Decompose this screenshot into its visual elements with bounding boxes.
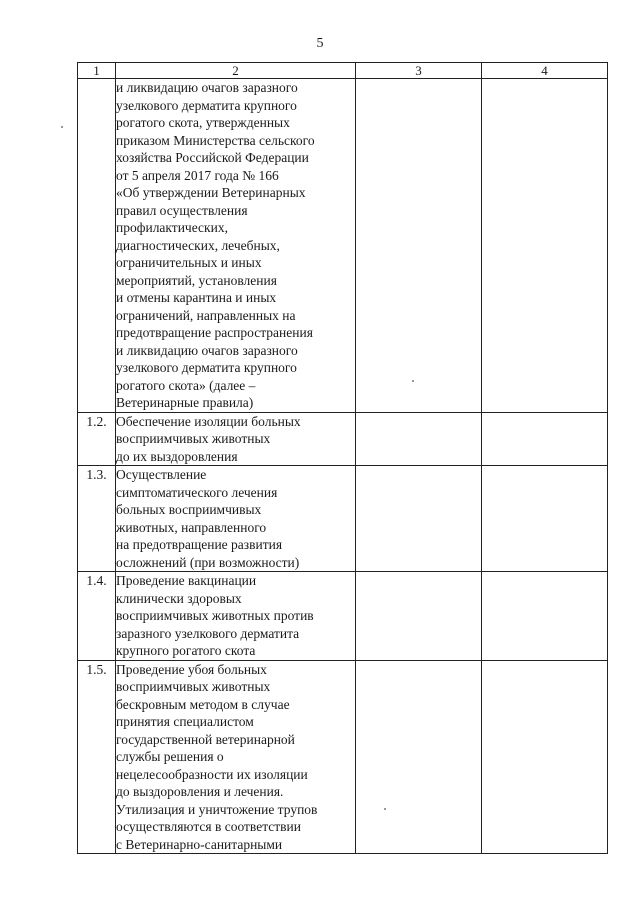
header-col-4: 4 bbox=[482, 63, 608, 79]
description-line: профилактических, bbox=[116, 220, 228, 235]
description-line: осуществляются в соответствии bbox=[116, 819, 301, 834]
description-line: Утилизация и уничтожение трупов bbox=[116, 801, 318, 817]
description-line: восприимчивых животных против bbox=[116, 608, 314, 623]
measure-description bbox=[116, 79, 356, 413]
description-line: и ликвидацию очагов заразного bbox=[116, 80, 298, 95]
scan-speck bbox=[61, 126, 63, 128]
description-line: симптоматического лечения bbox=[116, 484, 278, 500]
col4-cell bbox=[482, 412, 608, 466]
header-col-3: 3 bbox=[356, 63, 482, 79]
table-row bbox=[78, 79, 608, 413]
page-number: 5 bbox=[316, 36, 324, 51]
table-row bbox=[78, 412, 608, 466]
col3-cell bbox=[356, 660, 482, 854]
description-line: государственной ветеринарной bbox=[116, 731, 295, 747]
table-row bbox=[78, 660, 608, 854]
description-line: правил осуществления bbox=[116, 202, 248, 218]
description-line: от 5 апреля 2017 года № 166 bbox=[116, 167, 279, 183]
header-col-2: 2 bbox=[116, 63, 356, 79]
header-col-1: 1 bbox=[78, 63, 116, 79]
table-header-row bbox=[78, 63, 608, 79]
table-row bbox=[78, 466, 608, 572]
description-line: до их выздоровления bbox=[116, 448, 238, 464]
description-line: животных, направленного bbox=[116, 519, 267, 535]
description-line: и отмены карантина и иных bbox=[116, 290, 277, 305]
description-line: Ветеринарные правила) bbox=[116, 395, 254, 410]
description-line: диагностических, лечебных, bbox=[116, 237, 280, 253]
description-line: ограничений, направленных на bbox=[116, 307, 296, 323]
col3-cell bbox=[356, 79, 482, 413]
description-line: восприимчивых животных bbox=[116, 679, 271, 694]
description-line: заразного узелкового дерматита bbox=[116, 625, 300, 641]
scan-speck bbox=[412, 380, 414, 382]
description-line: до выздоровления и лечения. bbox=[116, 784, 284, 799]
description-line: хозяйства Российской Федерации bbox=[116, 150, 309, 165]
description-line: узелкового дерматита крупного bbox=[116, 97, 297, 113]
col3-cell bbox=[356, 466, 482, 572]
description-line: предотвращение распространения bbox=[116, 325, 313, 340]
col4-cell bbox=[482, 572, 608, 661]
row-number bbox=[78, 79, 116, 413]
col3-cell bbox=[356, 412, 482, 466]
description-line: ограничительных и иных bbox=[116, 255, 262, 270]
row-number: 1.4. bbox=[78, 572, 116, 661]
description-line: приказом Министерства сельского bbox=[116, 132, 315, 148]
description-line: службы решения о bbox=[116, 749, 224, 764]
description-line: Проведение вакцинации bbox=[116, 573, 257, 588]
measures-table bbox=[77, 62, 608, 854]
description-line: Обеспечение изоляции больных bbox=[116, 413, 301, 429]
description-line: Проведение убоя больных bbox=[116, 661, 267, 677]
measure-description bbox=[116, 572, 356, 661]
description-line: принятия специалистом bbox=[116, 714, 254, 729]
description-line: на предотвращение развития bbox=[116, 537, 283, 552]
row-number: 1.3. bbox=[78, 466, 116, 572]
row-number: 1.2. bbox=[78, 412, 116, 466]
description-line: с Ветеринарно-санитарными bbox=[116, 836, 283, 852]
description-line: нецелесообразности их изоляции bbox=[116, 766, 308, 782]
description-line: осложнений (при возможности) bbox=[116, 554, 300, 570]
description-line: больных восприимчивых bbox=[116, 502, 262, 517]
description-line: бескровным методом в случае bbox=[116, 696, 290, 712]
table-row bbox=[78, 572, 608, 661]
col4-cell bbox=[482, 466, 608, 572]
measure-description bbox=[116, 466, 356, 572]
measure-description bbox=[116, 660, 356, 854]
row-number: 1.5. bbox=[78, 660, 116, 854]
description-line: рогатого скота» (далее – bbox=[116, 377, 256, 393]
col4-cell bbox=[482, 79, 608, 413]
col3-cell bbox=[356, 572, 482, 661]
description-line: и ликвидацию очагов заразного bbox=[116, 342, 298, 358]
scan-speck bbox=[384, 808, 386, 810]
description-line: мероприятий, установления bbox=[116, 272, 277, 288]
measure-description bbox=[116, 412, 356, 466]
description-line: восприимчивых животных bbox=[116, 431, 271, 446]
table-body bbox=[78, 79, 608, 854]
col4-cell bbox=[482, 660, 608, 854]
description-line: клинически здоровых bbox=[116, 590, 242, 606]
description-line: Осуществление bbox=[116, 467, 207, 482]
description-line: «Об утверждении Ветеринарных bbox=[116, 185, 306, 200]
description-line: узелкового дерматита крупного bbox=[116, 360, 297, 375]
description-line: рогатого скота, утвержденных bbox=[116, 115, 290, 130]
description-line: крупного рогатого скота bbox=[116, 643, 256, 658]
